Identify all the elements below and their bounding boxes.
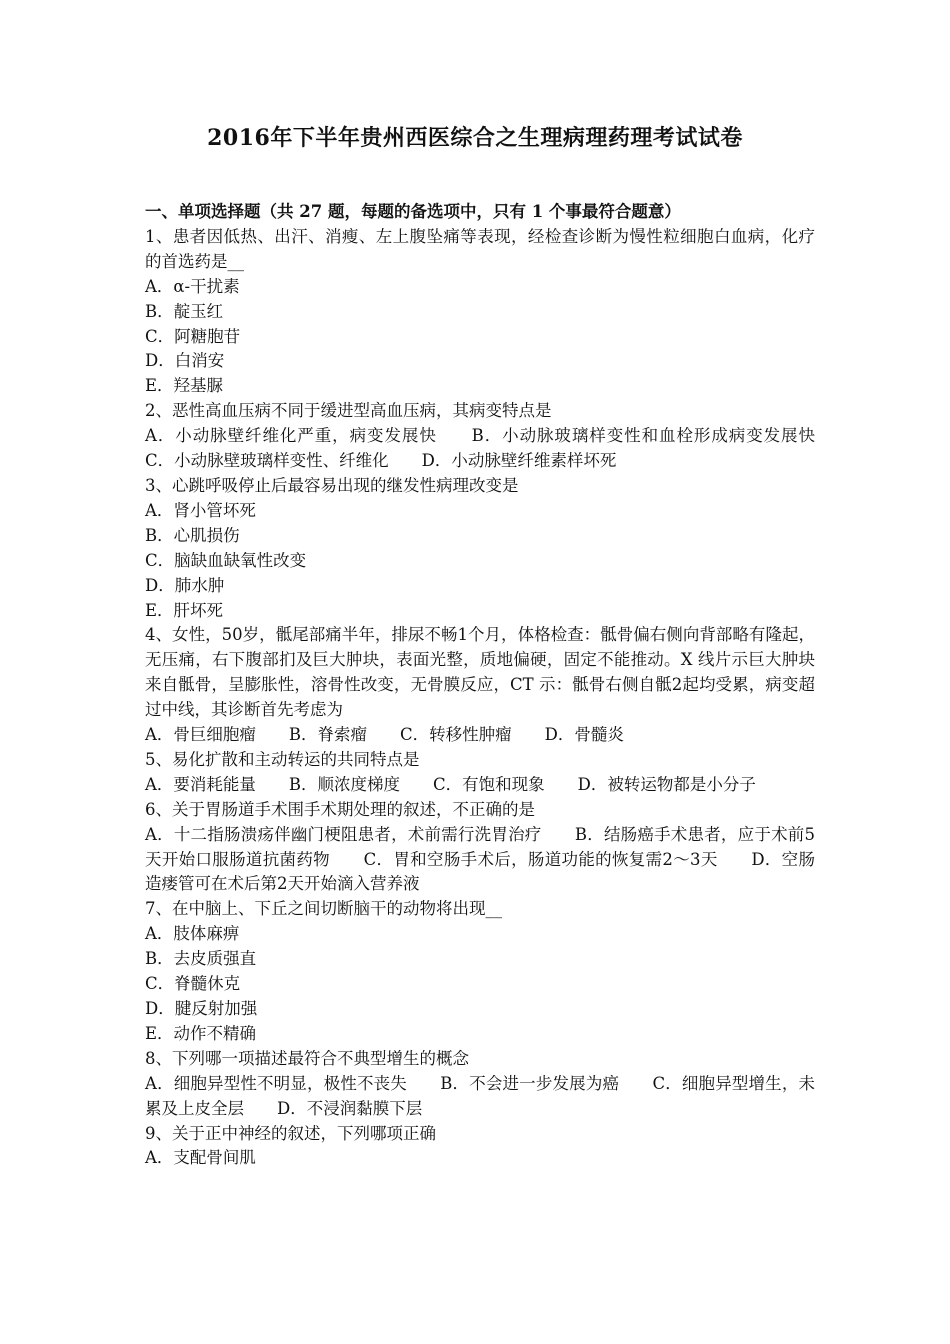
answer-options-inline: A．十二指肠溃疡伴幽门梗阻患者，术前需行洗胃治疗 B．结肠癌手术患者，应于术前5天开始口服肠道抗菌药物 C．胃和空肠手术后，肠道功能的恢复需2～3天 D．空肠造瘘管可在术后第2天开始滴入营养液 bbox=[145, 824, 815, 894]
answer-option: E．肝坏死 bbox=[145, 600, 224, 620]
answer-option: E．动作不精确 bbox=[145, 1023, 257, 1043]
question-stem: 8、下列哪一项描述最符合不典型增生的概念 bbox=[145, 1048, 469, 1068]
question-6 bbox=[145, 798, 815, 898]
question-1 bbox=[145, 225, 815, 399]
answer-option: D．腱反射加强 bbox=[145, 999, 258, 1018]
question-7 bbox=[145, 897, 815, 1046]
answer-options-inline: A．骨巨细胞瘤 B．脊索瘤 C．转移性肿瘤 D．骨髓炎 bbox=[145, 725, 624, 745]
question-2 bbox=[145, 399, 848, 474]
answer-option: B．靛玉红 bbox=[145, 301, 224, 321]
answer-option: C．阿糖胞苷 bbox=[145, 326, 241, 346]
question-8 bbox=[145, 1047, 815, 1122]
question-stem: 6、关于胃肠道手术围手术期处理的叙述，不正确的是 bbox=[145, 799, 535, 819]
question-3 bbox=[145, 474, 815, 623]
question-5 bbox=[145, 748, 815, 798]
question-stem: 9、关于正中神经的叙述，下列哪项正确 bbox=[145, 1123, 436, 1143]
answer-options-inline: A．细胞异型性不明显，极性不丧失 B．不会进一步发展为癌 C．细胞异型增生，未累及上皮全层 D．不浸润黏膜下层 bbox=[145, 1073, 815, 1118]
question-stem: 3、心跳呼吸停止后最容易出现的继发性病理改变是 bbox=[145, 475, 519, 495]
answer-option: D．白消安 bbox=[145, 351, 225, 371]
question-4 bbox=[145, 623, 815, 748]
question-9 bbox=[145, 1122, 815, 1172]
question-stem: 5、易化扩散和主动转运的共同特点是 bbox=[145, 749, 420, 769]
answer-option: B．去皮质强直 bbox=[145, 949, 257, 969]
answer-option: C．脊髓休克 bbox=[145, 974, 241, 994]
answer-option: C．脑缺血缺氧性改变 bbox=[145, 550, 307, 570]
answer-option: A．α-干扰素 bbox=[145, 276, 240, 296]
question-stem: 7、在中脑上、下丘之间切断脑干的动物将出现__ bbox=[145, 899, 502, 919]
answer-option: A．肾小管坏死 bbox=[145, 500, 256, 520]
section-heading: 一、单项选择题（共 27 题，每题的备选项中，只有 1 个事最符合题意） bbox=[145, 202, 681, 221]
question-stem: 1、患者因低热、出汗、消瘦、左上腹坠痛等表现，经检查诊断为慢性粒细胞白血病，化疗的首选药是__ bbox=[145, 226, 815, 271]
document-body bbox=[145, 200, 848, 1171]
answer-options-inline: A．小动脉壁纤维化严重，病变发展快 B．小动脉玻璃样变性和血栓形成病变发展快 C．小动脉壁玻璃样变性、纤维化 D．小动脉壁纤维素样坏死 bbox=[145, 426, 848, 471]
document-title: 2016年下半年贵州西医综合之生理病理药理考试试卷 bbox=[207, 125, 743, 151]
question-stem: 2、恶性高血压病不同于缓进型高血压病，其病变特点是 bbox=[145, 401, 552, 421]
answer-option: D．肺水肿 bbox=[145, 575, 225, 595]
answer-option: A．肢体麻痹 bbox=[145, 924, 240, 944]
answer-options-inline: A．要消耗能量 B．顺浓度梯度 C．有饱和现象 D．被转运物都是小分子 bbox=[145, 774, 756, 794]
answer-option: E．羟基脲 bbox=[145, 376, 224, 396]
question-stem: 4、女性，50岁，骶尾部痛半年，排尿不畅1个月，体格检查：骶骨偏右侧向背部略有隆起，无压痛，右下腹部扪及巨大肿块，表面光整，质地偏硬，固定不能推动。X 线片示巨大肿块来自骶骨，呈膨胀性，溶骨性改变，无骨膜反应，CT 示：骶骨右侧自骶2起均受累，病变超过中线，其诊断首先考虑为 bbox=[145, 625, 815, 720]
answer-option: A．支配骨间肌 bbox=[145, 1148, 256, 1168]
answer-option: B．心肌损伤 bbox=[145, 525, 240, 545]
